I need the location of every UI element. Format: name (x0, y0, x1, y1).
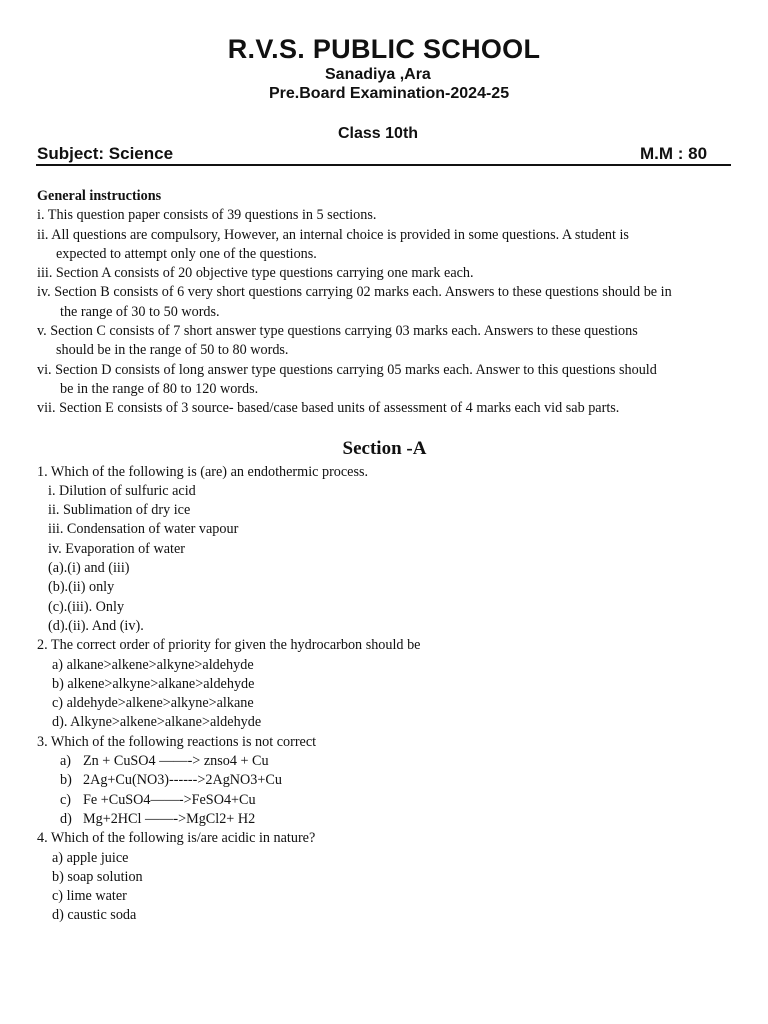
option-label: a) (60, 753, 72, 770)
option-text: 2Ag+Cu(NO3)------>2AgNO3+Cu (83, 772, 282, 789)
class-label: Class 10th (338, 125, 419, 142)
instruction-line: be in the range of 80 to 120 words. (60, 380, 259, 397)
question-statement: iii. Condensation of water vapour (48, 521, 239, 538)
section-a-title: Section -A (342, 437, 427, 459)
option-label: b) (60, 772, 72, 789)
question-text: 4. Which of the following is/are acidic in nature? (37, 830, 316, 847)
option-text: Zn + CuSO4 ——-> znso4 + Cu (83, 753, 269, 770)
answer-option (37, 810, 737, 829)
question-2 (37, 636, 737, 732)
answer-option: (a).(i) and (iii) (48, 560, 130, 577)
question-text: 1. Which of the following is (are) an endothermic process. (37, 463, 369, 480)
instruction-line: vi. Section D consists of long answer type questions carrying 05 marks each. Answer to this questions should (37, 361, 657, 378)
question-1 (37, 463, 737, 637)
subject-label: Subject: Science (37, 144, 174, 163)
question-4 (37, 829, 737, 925)
question-text: 2. The correct order of priority for given the hydrocarbon should be (37, 637, 421, 654)
header-divider (36, 164, 731, 166)
option-label: d) (60, 810, 72, 827)
question-3 (37, 733, 737, 829)
option-text: Fe +CuSO4——->FeSO4+Cu (83, 791, 256, 808)
option-label: c) (60, 791, 72, 808)
instruction-line: the range of 30 to 50 words. (60, 303, 220, 320)
instruction-line: should be in the range of 50 to 80 words. (56, 342, 289, 359)
exam-name: Pre.Board Examination-2024-25 (269, 85, 510, 102)
question-statement: iv. Evaporation of water (48, 540, 185, 557)
answer-option: d). Alkyne>alkene>alkane>aldehyde (52, 714, 262, 731)
question-statement: i. Dilution of sulfuric acid (48, 482, 196, 499)
paper-body (37, 187, 737, 926)
general-instructions (37, 187, 737, 419)
answer-option: d) caustic soda (52, 907, 137, 924)
instruction-line: vii. Section E consists of 3 source- based/case based units of assessment of 4 marks each vid sab parts. (37, 400, 620, 417)
answer-option: a) alkane>alkene>alkyne>aldehyde (52, 656, 254, 673)
instruction-line: expected to attempt only one of the questions. (56, 245, 317, 262)
answer-option: c) aldehyde>alkene>alkyne>alkane (52, 695, 254, 712)
instruction-line: iv. Section B consists of 6 very short questions carrying 02 marks each. Answers to these questions should be in (37, 284, 672, 301)
answer-option (37, 771, 737, 790)
answer-option: (d).(ii). And (iv). (48, 617, 144, 634)
school-name: R.V.S. PUBLIC SCHOOL (227, 34, 541, 64)
answer-option (37, 752, 737, 771)
instruction-line: ii. All questions are compulsory, However, an internal choice is provided in some questions. A student is (37, 226, 629, 243)
answer-option: (c).(iii). Only (48, 598, 125, 615)
answer-option: a) apple juice (52, 849, 129, 866)
answer-option: (b).(ii) only (48, 579, 115, 596)
answer-option: b) alkene>alkyne>alkane>aldehyde (52, 675, 255, 692)
question-text: 3. Which of the following reactions is not correct (37, 733, 317, 750)
option-text: Mg+2HCl ——->MgCl2+ H2 (83, 810, 256, 827)
instruction-line: iii. Section A consists of 20 objective type questions carrying one mark each. (37, 265, 474, 282)
instruction-line: v. Section C consists of 7 short answer type questions carrying 03 marks each. Answers to these questions (37, 323, 638, 340)
question-statement: ii. Sublimation of dry ice (48, 502, 191, 519)
answer-option: c) lime water (52, 888, 127, 905)
school-location: Sanadiya ,Ara (325, 66, 431, 83)
answer-option (37, 791, 737, 810)
instruction-line: i. This question paper consists of 39 questions in 5 sections. (37, 207, 377, 224)
answer-option: b) soap solution (52, 868, 143, 885)
instructions-title: General instructions (37, 188, 162, 204)
max-marks-label: M.M : 80 (640, 144, 708, 163)
